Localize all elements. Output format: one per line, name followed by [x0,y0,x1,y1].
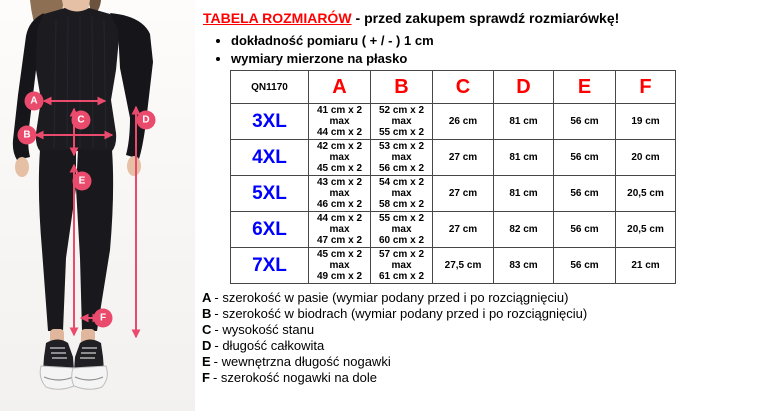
left-hand [15,157,29,177]
cell-d: 82 cm [494,212,554,248]
legend-text: - długość całkowita [214,338,325,353]
cell-b [371,212,433,248]
legend-text: - szerokość w biodrach (wymiar podany przed i po rozciągnięciu) [214,306,588,321]
cell-line: 58 cm x 2 [378,199,425,210]
table-header-row [231,71,676,104]
size-table [230,70,676,284]
cell-line: max [391,260,412,271]
cell-line: 57 cm x 2 [378,249,425,260]
cell-line: 45 cm x 2 [316,163,363,174]
legend-item-b [202,307,587,320]
legend-letter: B [202,306,212,321]
legend-letter: C [202,322,212,337]
legend-text: - wysokość stanu [214,322,315,337]
product-code: QN1170 [231,71,309,104]
cell-line: 42 cm x 2 [316,141,363,152]
table-row [231,140,676,176]
cell-b [371,176,433,212]
cell-f: 20,5 cm [616,212,676,248]
marker-d: D [137,111,156,130]
cell-line: 55 cm x 2 [378,127,425,138]
cell-line: 53 cm x 2 [378,141,425,152]
cell-e: 56 cm [554,248,616,284]
legend-text: - szerokość w pasie (wymiar podany przed i po rozciągnięciu) [214,290,569,305]
cell-line: 46 cm x 2 [316,199,363,210]
legend-text: - wewnętrzna długość nogawki [213,354,391,369]
column-header-e: E [554,71,616,104]
legend-letter: A [202,290,212,305]
cell-line: 49 cm x 2 [316,271,363,282]
cell-line: 61 cm x 2 [378,271,425,282]
note-measured-flat: • wymiary mierzone na płasko [231,51,763,66]
header-block [203,10,763,69]
legend-item-a [202,291,587,304]
leggings-left-leg [39,150,76,331]
cell-line: max [391,224,412,235]
cell-line: max [329,260,350,271]
cell-line: 43 cm x 2 [316,177,363,188]
cell-d: 81 cm [494,176,554,212]
cell-a [309,104,371,140]
legend-item-e [202,355,587,368]
cell-line: 41 cm x 2 [316,105,363,116]
model-photo [0,0,195,411]
cell-f: 19 cm [616,104,676,140]
cell-b [371,140,433,176]
cell-line: 56 cm x 2 [378,163,425,174]
column-header-d: D [494,71,554,104]
cell-line: max [329,224,350,235]
legend-letter: D [202,338,212,353]
cell-f: 21 cm [616,248,676,284]
cell-c: 27 cm [433,140,494,176]
cell-d: 83 cm [494,248,554,284]
sweater-torso [33,8,120,151]
legend-item-c [202,323,587,336]
cell-line: 47 cm x 2 [316,235,363,246]
page-title-highlight: TABELA ROZMIARÓW [203,10,352,26]
cell-c: 27,5 cm [433,248,494,284]
column-header-f: F [616,71,676,104]
cell-a [309,248,371,284]
notes-list [231,33,763,66]
model-silhouette-graphic [0,0,195,411]
cell-line: 44 cm x 2 [316,127,363,138]
table-row [231,248,676,284]
column-header-c: C [433,71,494,104]
column-header-b: B [371,71,433,104]
cell-e: 56 cm [554,212,616,248]
cell-line: max [329,188,350,199]
legend-letter: E [202,354,211,369]
legend-text: - szerokość nogawki na dole [212,370,377,385]
cell-a [309,212,371,248]
cell-line: 55 cm x 2 [378,213,425,224]
column-header-a: A [309,71,371,104]
legend-letter: F [202,370,210,385]
cell-b [371,248,433,284]
cell-line: max [391,188,412,199]
size-label: 3XL [231,104,309,140]
page-title-rest: - przed zakupem sprawdź rozmiarówkę! [355,10,620,26]
marker-a: A [25,92,44,111]
cell-line: max [329,116,350,127]
cell-e: 56 cm [554,104,616,140]
right-hand [127,156,141,176]
table-row [231,212,676,248]
measurement-legend [202,291,587,387]
cell-line: 45 cm x 2 [316,249,363,260]
marker-e: E [73,172,92,191]
cell-c: 27 cm [433,212,494,248]
cell-line: 52 cm x 2 [378,105,425,116]
size-label: 5XL [231,176,309,212]
size-label: 6XL [231,212,309,248]
size-label: 7XL [231,248,309,284]
size-label: 4XL [231,140,309,176]
cell-line: max [391,152,412,163]
cell-a [309,140,371,176]
marker-f: F [94,309,113,328]
note-measure-accuracy: • dokładność pomiaru ( + / - ) 1 cm [231,33,763,48]
cell-d: 81 cm [494,104,554,140]
cell-e: 56 cm [554,140,616,176]
cell-c: 26 cm [433,104,494,140]
cell-b [371,104,433,140]
cell-line: 54 cm x 2 [378,177,425,188]
cell-f: 20 cm [616,140,676,176]
legend-item-d [202,339,587,352]
cell-line: 44 cm x 2 [316,213,363,224]
left-sneaker [40,340,77,390]
cell-line: max [391,116,412,127]
right-sneaker [72,340,108,390]
legend-item-f [202,371,587,384]
cell-line: max [329,152,350,163]
cell-d: 81 cm [494,140,554,176]
table-row [231,176,676,212]
marker-c: C [72,111,91,130]
marker-b: B [18,126,37,145]
cell-a [309,176,371,212]
cell-c: 27 cm [433,176,494,212]
cell-f: 20,5 cm [616,176,676,212]
cell-e: 56 cm [554,176,616,212]
page-title [203,10,763,26]
table-row [231,104,676,140]
cell-line: 60 cm x 2 [378,235,425,246]
